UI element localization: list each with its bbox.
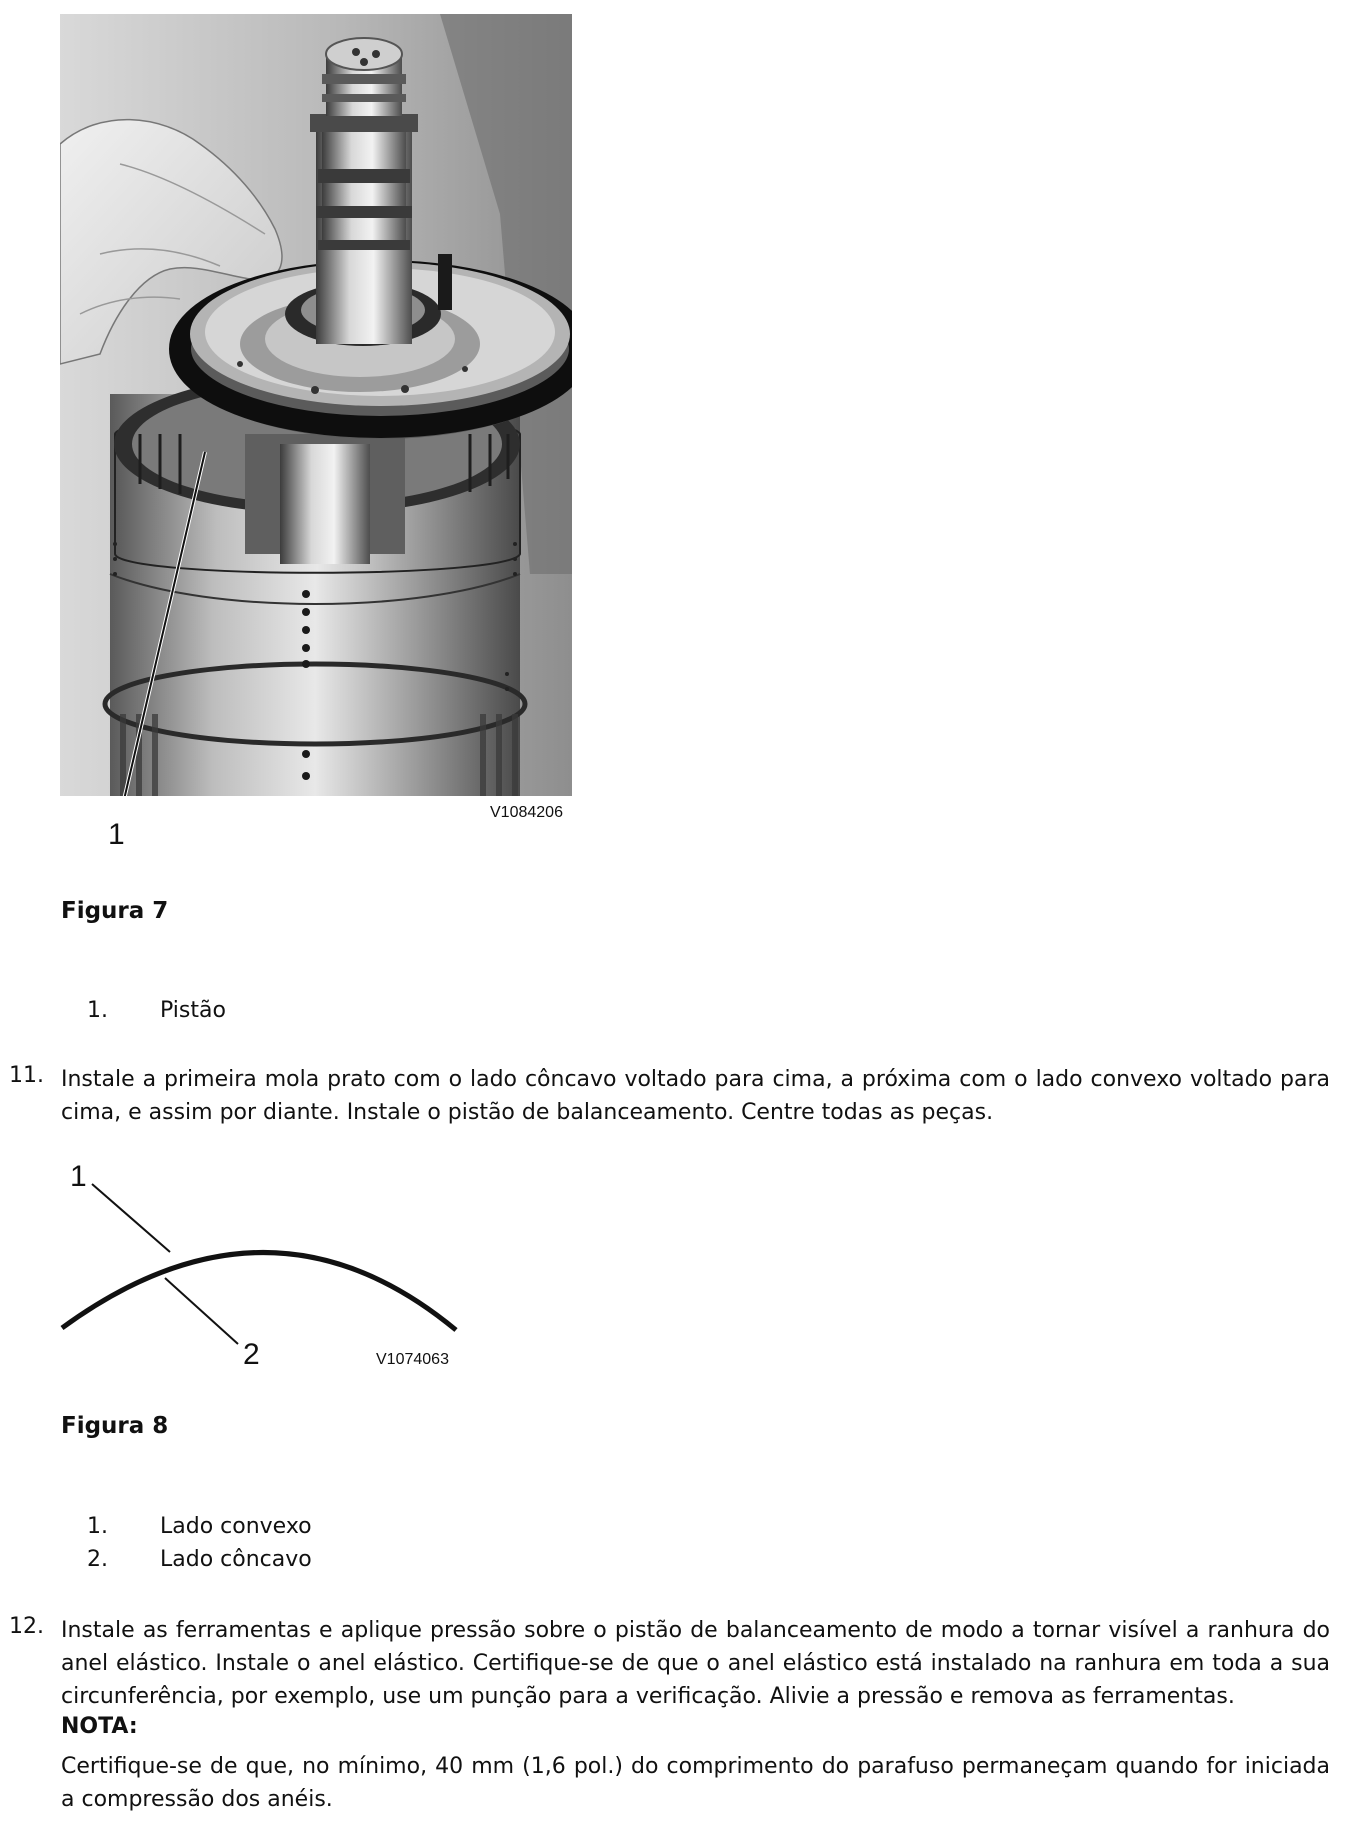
step-11-text: Instale a primeira mola prato com o lado côncavo voltado para cima, a próxima com o lado convexo voltado para cima, e assim por diante. Instale o pistão de balanceamento. Centre todas as peças.	[61, 1067, 1330, 1125]
figure8-legend-text-1: Lado convexo	[160, 1514, 312, 1539]
figure7-legend-text-1: Pistão	[160, 998, 226, 1023]
leader-line-1	[92, 1184, 170, 1252]
figure8-legend-num-2: 2.	[87, 1547, 108, 1572]
leader-line-2	[165, 1278, 238, 1344]
step-11-number: 11.	[9, 1063, 44, 1088]
figure8-callout-1: 1	[70, 1160, 87, 1193]
figure8-caption: Figura 8	[61, 1413, 169, 1439]
note-label: NOTA:	[61, 1714, 138, 1739]
step-12-number: 12.	[9, 1614, 44, 1639]
figure8-legend-num-1: 1.	[87, 1514, 108, 1539]
figure8-image-code: V1074063	[376, 1351, 449, 1368]
figure7-legend-num-1: 1.	[87, 998, 108, 1023]
piston-assembly-photo	[60, 14, 572, 796]
concave-convex-arc-diagram	[50, 1152, 470, 1352]
figure8-callout-2: 2	[243, 1338, 260, 1371]
figure7-callout-1: 1	[108, 818, 125, 851]
spring-washer-arc	[62, 1252, 456, 1330]
step-12-text: Instale as ferramentas e aplique pressão sobre o pistão de balanceamento de modo a tornar visível a ranhura do anel elástico. Instale o anel elástico. Certifique-se de que o anel elástico está instalado na ranhura em toda a sua circunferência, por exemplo, use um punção para a verificação. Alivie a pressão e remova as ferramentas.	[61, 1618, 1330, 1709]
figure7-caption: Figura 7	[61, 898, 169, 924]
note-text: Certifique-se de que, no mínimo, 40 mm (1,6 pol.) do comprimento do parafuso permaneçam quando for iniciada a compressão dos anéis.	[61, 1754, 1330, 1812]
figure8-legend-text-2: Lado côncavo	[160, 1547, 312, 1572]
figure7-image-code: V1084206	[490, 804, 563, 821]
